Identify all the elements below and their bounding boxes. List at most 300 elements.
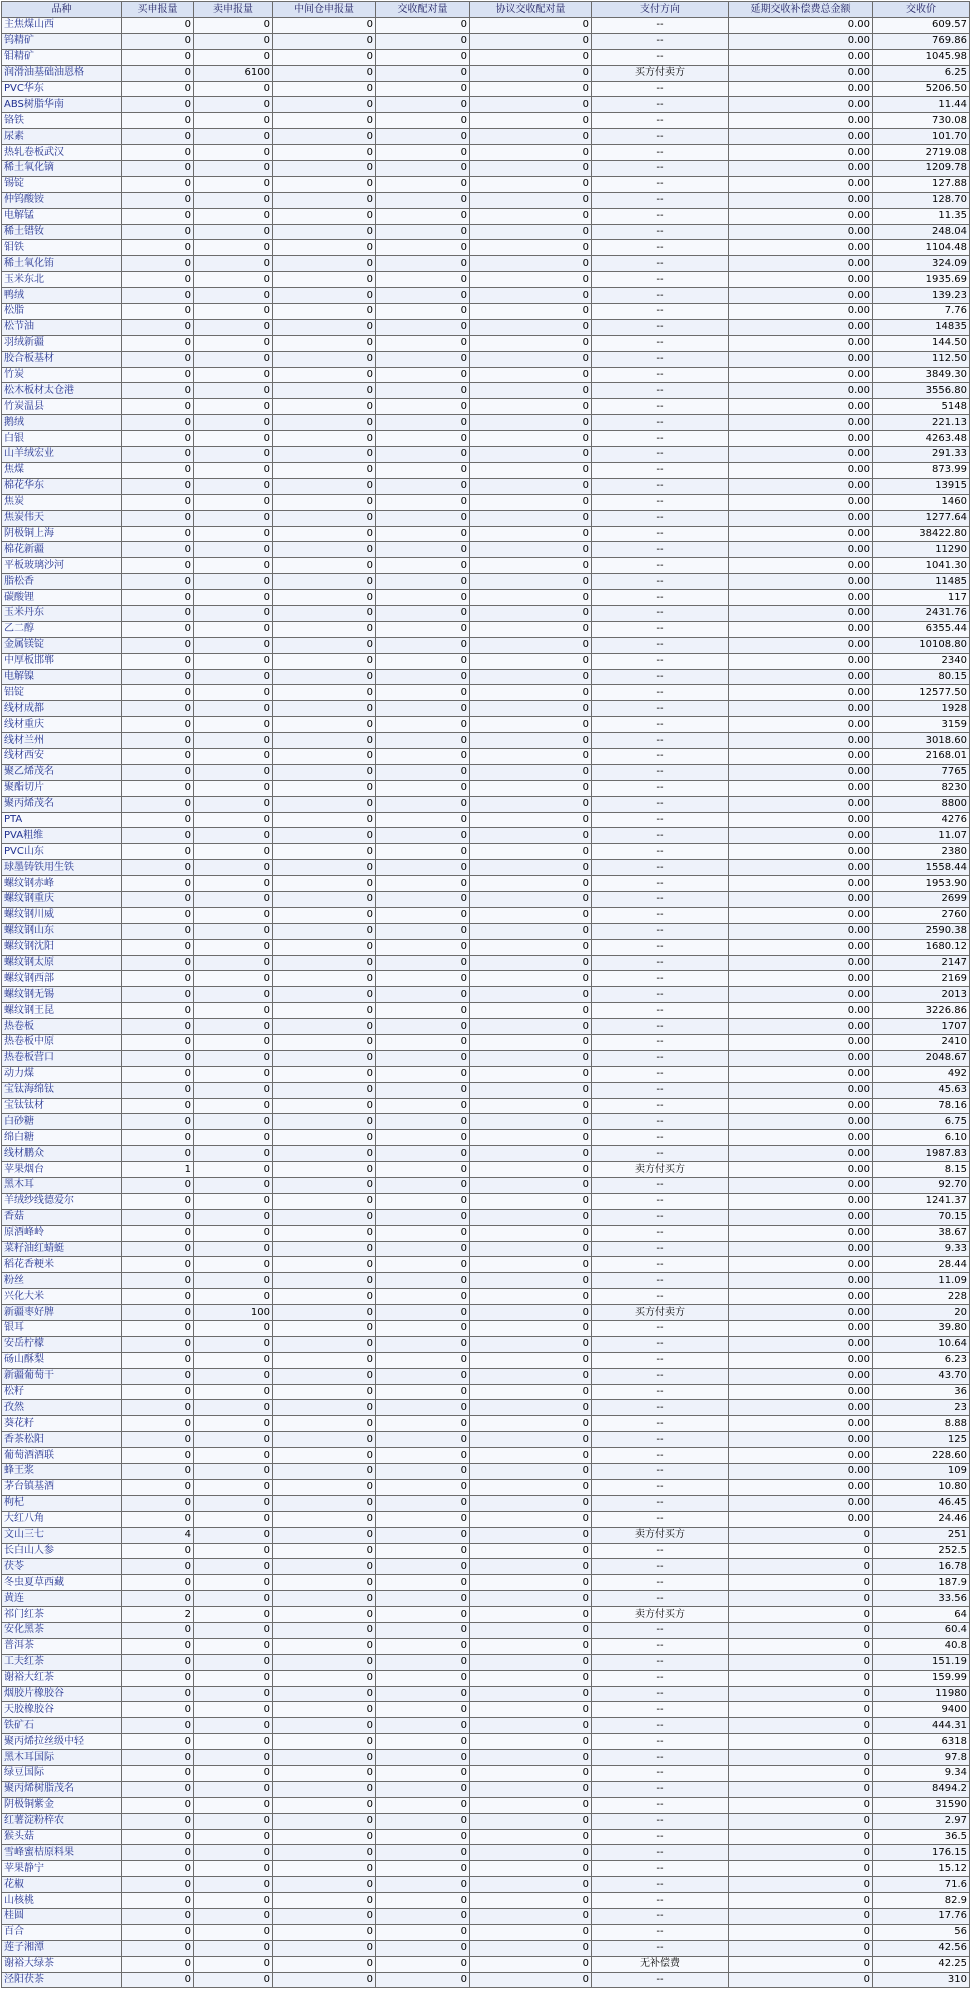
- table-row: [2, 1193, 970, 1209]
- variety-cell: 新疆葡萄干: [2, 1368, 122, 1384]
- payment-direction-cell: --: [592, 1702, 729, 1718]
- intermediate-cell: 0: [273, 462, 376, 478]
- price-cell: 20: [873, 1305, 970, 1321]
- header-row: [2, 2, 970, 18]
- sell-declared-cell: 0: [194, 891, 273, 907]
- table-row: [2, 1209, 970, 1225]
- sell-declared-cell: 0: [194, 669, 273, 685]
- agreement-matched-cell: 0: [470, 1495, 592, 1511]
- table-row: [2, 780, 970, 796]
- price-cell: 873.99: [873, 462, 970, 478]
- compensation-cell: 0: [729, 1813, 873, 1829]
- buy-declared-cell: 0: [122, 1734, 194, 1750]
- intermediate-cell: 0: [273, 955, 376, 971]
- variety-cell: 祁门红茶: [2, 1607, 122, 1623]
- matched-cell: 0: [376, 1098, 470, 1114]
- intermediate-cell: 0: [273, 97, 376, 113]
- intermediate-cell: 0: [273, 1591, 376, 1607]
- variety-cell: 钼精矿: [2, 49, 122, 65]
- intermediate-cell: 0: [273, 335, 376, 351]
- matched-cell: 0: [376, 1734, 470, 1750]
- payment-direction-cell: --: [592, 860, 729, 876]
- sell-declared-cell: 0: [194, 367, 273, 383]
- matched-cell: 0: [376, 1273, 470, 1289]
- sell-declared-cell: 0: [194, 748, 273, 764]
- intermediate-cell: 0: [273, 1241, 376, 1257]
- intermediate-cell: 0: [273, 1209, 376, 1225]
- buy-declared-cell: 0: [122, 669, 194, 685]
- intermediate-cell: 0: [273, 1750, 376, 1766]
- agreement-matched-cell: 0: [470, 558, 592, 574]
- agreement-matched-cell: 0: [470, 1893, 592, 1909]
- agreement-matched-cell: 0: [470, 812, 592, 828]
- buy-declared-cell: 0: [122, 717, 194, 733]
- buy-declared-cell: 0: [122, 1368, 194, 1384]
- buy-declared-cell: 0: [122, 1781, 194, 1797]
- sell-declared-cell: 0: [194, 1464, 273, 1480]
- table-row: [2, 272, 970, 288]
- intermediate-cell: 0: [273, 1893, 376, 1909]
- intermediate-cell: 0: [273, 637, 376, 653]
- price-cell: 5206.50: [873, 81, 970, 97]
- table-row: [2, 1082, 970, 1098]
- table-row: [2, 1734, 970, 1750]
- variety-cell: 铝锭: [2, 685, 122, 701]
- agreement-matched-cell: 0: [470, 1638, 592, 1654]
- payment-direction-cell: --: [592, 113, 729, 129]
- buy-declared-cell: 0: [122, 494, 194, 510]
- table-row: [2, 145, 970, 161]
- compensation-cell: 0.00: [729, 97, 873, 113]
- matched-cell: 0: [376, 319, 470, 335]
- agreement-matched-cell: 0: [470, 780, 592, 796]
- buy-declared-cell: 0: [122, 701, 194, 717]
- matched-cell: 0: [376, 1781, 470, 1797]
- compensation-cell: 0.00: [729, 113, 873, 129]
- variety-cell: 稀土氧化镝: [2, 161, 122, 177]
- compensation-cell: 0.00: [729, 1479, 873, 1495]
- price-cell: 492: [873, 1066, 970, 1082]
- sell-declared-cell: 0: [194, 1734, 273, 1750]
- intermediate-cell: 0: [273, 288, 376, 304]
- payment-direction-cell: --: [592, 1622, 729, 1638]
- intermediate-cell: 0: [273, 1289, 376, 1305]
- table-row: [2, 1956, 970, 1972]
- sell-declared-cell: 0: [194, 876, 273, 892]
- payment-direction-cell: --: [592, 637, 729, 653]
- compensation-cell: 0.00: [729, 637, 873, 653]
- intermediate-cell: 0: [273, 1654, 376, 1670]
- compensation-cell: 0.00: [729, 1178, 873, 1194]
- payment-direction-cell: --: [592, 97, 729, 113]
- variety-cell: 宝钛海绵钛: [2, 1082, 122, 1098]
- table-row: [2, 701, 970, 717]
- variety-cell: 绿豆国际: [2, 1765, 122, 1781]
- price-cell: 248.04: [873, 224, 970, 240]
- compensation-cell: 0.00: [729, 1098, 873, 1114]
- buy-declared-cell: 0: [122, 81, 194, 97]
- buy-declared-cell: 0: [122, 510, 194, 526]
- variety-cell: 中厚板邯郸: [2, 653, 122, 669]
- price-cell: 8230: [873, 780, 970, 796]
- matched-cell: 0: [376, 161, 470, 177]
- table-row: [2, 129, 970, 145]
- matched-cell: 0: [376, 1146, 470, 1162]
- price-cell: 36: [873, 1384, 970, 1400]
- table-row: [2, 891, 970, 907]
- buy-declared-cell: 0: [122, 272, 194, 288]
- buy-declared-cell: 0: [122, 526, 194, 542]
- compensation-cell: 0: [729, 1702, 873, 1718]
- compensation-cell: 0.00: [729, 1162, 873, 1178]
- buy-declared-cell: 0: [122, 447, 194, 463]
- table-row: [2, 1066, 970, 1082]
- agreement-matched-cell: 0: [470, 1352, 592, 1368]
- sell-declared-cell: 0: [194, 907, 273, 923]
- compensation-cell: 0.00: [729, 1432, 873, 1448]
- variety-cell: 山羊绒宏业: [2, 447, 122, 463]
- agreement-matched-cell: 0: [470, 1686, 592, 1702]
- price-cell: 2.97: [873, 1813, 970, 1829]
- agreement-matched-cell: 0: [470, 1193, 592, 1209]
- payment-direction-cell: --: [592, 1336, 729, 1352]
- compensation-cell: 0.00: [729, 399, 873, 415]
- agreement-matched-cell: 0: [470, 1384, 592, 1400]
- compensation-cell: 0: [729, 1527, 873, 1543]
- sell-declared-cell: 0: [194, 1686, 273, 1702]
- compensation-cell: 0.00: [729, 1511, 873, 1527]
- payment-direction-cell: --: [592, 1638, 729, 1654]
- buy-declared-cell: 0: [122, 304, 194, 320]
- agreement-matched-cell: 0: [470, 1527, 592, 1543]
- intermediate-cell: 0: [273, 748, 376, 764]
- variety-cell: 松籽: [2, 1384, 122, 1400]
- sell-declared-cell: 0: [194, 1193, 273, 1209]
- price-cell: 1277.64: [873, 510, 970, 526]
- agreement-matched-cell: 0: [470, 1130, 592, 1146]
- table-row: [2, 1750, 970, 1766]
- price-cell: 92.70: [873, 1178, 970, 1194]
- intermediate-cell: 0: [273, 1813, 376, 1829]
- compensation-cell: 0: [729, 1734, 873, 1750]
- matched-cell: 0: [376, 876, 470, 892]
- payment-direction-cell: --: [592, 1797, 729, 1813]
- compensation-cell: 0.00: [729, 335, 873, 351]
- payment-direction-cell: --: [592, 335, 729, 351]
- table-row: [2, 1162, 970, 1178]
- payment-direction-cell: --: [592, 415, 729, 431]
- compensation-cell: 0.00: [729, 1368, 873, 1384]
- buy-declared-cell: 0: [122, 1400, 194, 1416]
- table-row: [2, 1098, 970, 1114]
- intermediate-cell: 0: [273, 590, 376, 606]
- compensation-cell: 0.00: [729, 860, 873, 876]
- buy-declared-cell: 0: [122, 1495, 194, 1511]
- sell-declared-cell: 0: [194, 113, 273, 129]
- sell-declared-cell: 0: [194, 1781, 273, 1797]
- sell-declared-cell: 0: [194, 176, 273, 192]
- buy-declared-cell: 0: [122, 891, 194, 907]
- payment-direction-cell: --: [592, 1495, 729, 1511]
- payment-direction-cell: --: [592, 1146, 729, 1162]
- price-cell: 46.45: [873, 1495, 970, 1511]
- buy-declared-cell: 0: [122, 1146, 194, 1162]
- sell-declared-cell: 0: [194, 1050, 273, 1066]
- payment-direction-cell: --: [592, 987, 729, 1003]
- variety-cell: 线材兰州: [2, 733, 122, 749]
- price-cell: 2169: [873, 971, 970, 987]
- table-row: [2, 1432, 970, 1448]
- table-row: [2, 1797, 970, 1813]
- price-cell: 56: [873, 1924, 970, 1940]
- sell-declared-cell: 0: [194, 288, 273, 304]
- variety-cell: 球墨铸铁用生铁: [2, 860, 122, 876]
- agreement-matched-cell: 0: [470, 335, 592, 351]
- payment-direction-cell: --: [592, 558, 729, 574]
- compensation-cell: 0.00: [729, 574, 873, 590]
- matched-cell: 0: [376, 1464, 470, 1480]
- agreement-matched-cell: 0: [470, 748, 592, 764]
- table-row: [2, 1257, 970, 1273]
- agreement-matched-cell: 0: [470, 1861, 592, 1877]
- intermediate-cell: 0: [273, 669, 376, 685]
- variety-cell: 电解镍: [2, 669, 122, 685]
- compensation-cell: 0.00: [729, 923, 873, 939]
- buy-declared-cell: 0: [122, 1289, 194, 1305]
- variety-cell: 红薯淀粉梓农: [2, 1813, 122, 1829]
- agreement-matched-cell: 0: [470, 81, 592, 97]
- payment-direction-cell: --: [592, 1877, 729, 1893]
- compensation-cell: 0: [729, 1765, 873, 1781]
- variety-cell: 砀山酥梨: [2, 1352, 122, 1368]
- table-row: [2, 1003, 970, 1019]
- matched-cell: 0: [376, 1622, 470, 1638]
- sell-declared-cell: 0: [194, 1495, 273, 1511]
- price-cell: 228: [873, 1289, 970, 1305]
- sell-declared-cell: 0: [194, 605, 273, 621]
- sell-declared-cell: 0: [194, 1750, 273, 1766]
- variety-cell: 茅台镇基酒: [2, 1479, 122, 1495]
- agreement-matched-cell: 0: [470, 717, 592, 733]
- price-cell: 2013: [873, 987, 970, 1003]
- agreement-matched-cell: 0: [470, 1305, 592, 1321]
- matched-cell: 0: [376, 621, 470, 637]
- intermediate-cell: 0: [273, 1495, 376, 1511]
- table-row: [2, 1448, 970, 1464]
- buy-declared-cell: 0: [122, 1750, 194, 1766]
- table-row: [2, 1527, 970, 1543]
- table-row: [2, 383, 970, 399]
- table-row: [2, 431, 970, 447]
- variety-cell: 线材鹏众: [2, 1146, 122, 1162]
- intermediate-cell: 0: [273, 1352, 376, 1368]
- matched-cell: 0: [376, 1861, 470, 1877]
- buy-declared-cell: 0: [122, 955, 194, 971]
- compensation-cell: 0.00: [729, 1130, 873, 1146]
- price-cell: 42.56: [873, 1940, 970, 1956]
- agreement-matched-cell: 0: [470, 478, 592, 494]
- compensation-cell: 0: [729, 1877, 873, 1893]
- agreement-matched-cell: 0: [470, 526, 592, 542]
- price-cell: 187.9: [873, 1575, 970, 1591]
- variety-cell: 聚丙烯茂名: [2, 796, 122, 812]
- payment-direction-cell: --: [592, 1289, 729, 1305]
- payment-direction-cell: --: [592, 81, 729, 97]
- agreement-matched-cell: 0: [470, 1908, 592, 1924]
- sell-declared-cell: 0: [194, 1162, 273, 1178]
- sell-declared-cell: 0: [194, 1765, 273, 1781]
- price-cell: 14835: [873, 319, 970, 335]
- table-row: [2, 955, 970, 971]
- table-row: [2, 208, 970, 224]
- sell-declared-cell: 0: [194, 1479, 273, 1495]
- matched-cell: 0: [376, 383, 470, 399]
- price-cell: 1241.37: [873, 1193, 970, 1209]
- variety-cell: 鹅绒: [2, 415, 122, 431]
- agreement-matched-cell: 0: [470, 1432, 592, 1448]
- table-row: [2, 176, 970, 192]
- price-cell: 11.35: [873, 208, 970, 224]
- compensation-cell: 0.00: [729, 1193, 873, 1209]
- buy-declared-cell: 0: [122, 161, 194, 177]
- variety-cell: 电解锰: [2, 208, 122, 224]
- matched-cell: 0: [376, 208, 470, 224]
- delivery-table: [1, 1, 970, 1988]
- payment-direction-cell: --: [592, 1019, 729, 1035]
- price-cell: 159.99: [873, 1670, 970, 1686]
- compensation-cell: 0: [729, 1908, 873, 1924]
- price-cell: 4276: [873, 812, 970, 828]
- variety-cell: 锡锭: [2, 176, 122, 192]
- table-row: [2, 81, 970, 97]
- intermediate-cell: 0: [273, 1273, 376, 1289]
- matched-cell: 0: [376, 240, 470, 256]
- matched-cell: 0: [376, 748, 470, 764]
- matched-cell: 0: [376, 192, 470, 208]
- price-cell: 2699: [873, 891, 970, 907]
- price-cell: 2431.76: [873, 605, 970, 621]
- price-cell: 38.67: [873, 1225, 970, 1241]
- sell-declared-cell: 0: [194, 399, 273, 415]
- table-row: [2, 1305, 970, 1321]
- table-row: [2, 542, 970, 558]
- agreement-matched-cell: 0: [470, 161, 592, 177]
- matched-cell: 0: [376, 637, 470, 653]
- buy-declared-cell: 0: [122, 1003, 194, 1019]
- col-header-buy-declared: 买申报量: [122, 2, 194, 18]
- compensation-cell: 0: [729, 1607, 873, 1623]
- payment-direction-cell: --: [592, 1464, 729, 1480]
- compensation-cell: 0.00: [729, 224, 873, 240]
- payment-direction-cell: --: [592, 812, 729, 828]
- sell-declared-cell: 0: [194, 1257, 273, 1273]
- agreement-matched-cell: 0: [470, 383, 592, 399]
- sell-declared-cell: 0: [194, 1908, 273, 1924]
- compensation-cell: 0.00: [729, 510, 873, 526]
- intermediate-cell: 0: [273, 1765, 376, 1781]
- agreement-matched-cell: 0: [470, 1940, 592, 1956]
- matched-cell: 0: [376, 1686, 470, 1702]
- buy-declared-cell: 0: [122, 335, 194, 351]
- intermediate-cell: 0: [273, 860, 376, 876]
- table-row: [2, 1765, 970, 1781]
- buy-declared-cell: 0: [122, 1305, 194, 1321]
- sell-declared-cell: 0: [194, 447, 273, 463]
- agreement-matched-cell: 0: [470, 272, 592, 288]
- matched-cell: 0: [376, 1209, 470, 1225]
- intermediate-cell: 0: [273, 764, 376, 780]
- payment-direction-cell: --: [592, 1845, 729, 1861]
- intermediate-cell: 0: [273, 1638, 376, 1654]
- payment-direction-cell: --: [592, 1400, 729, 1416]
- intermediate-cell: 0: [273, 733, 376, 749]
- agreement-matched-cell: 0: [470, 1956, 592, 1972]
- payment-direction-cell: --: [592, 653, 729, 669]
- buy-declared-cell: 0: [122, 574, 194, 590]
- variety-cell: 猴头菇: [2, 1829, 122, 1845]
- price-cell: 8494.2: [873, 1781, 970, 1797]
- buy-declared-cell: 0: [122, 605, 194, 621]
- price-cell: 1209.78: [873, 161, 970, 177]
- price-cell: 23: [873, 1400, 970, 1416]
- price-cell: 10.80: [873, 1479, 970, 1495]
- buy-declared-cell: 0: [122, 176, 194, 192]
- table-row: [2, 478, 970, 494]
- matched-cell: 0: [376, 605, 470, 621]
- table-row: [2, 605, 970, 621]
- intermediate-cell: 0: [273, 891, 376, 907]
- variety-cell: 黑木耳: [2, 1178, 122, 1194]
- agreement-matched-cell: 0: [470, 1114, 592, 1130]
- compensation-cell: 0.00: [729, 1289, 873, 1305]
- agreement-matched-cell: 0: [470, 18, 592, 34]
- matched-cell: 0: [376, 923, 470, 939]
- variety-cell: 茯苓: [2, 1559, 122, 1575]
- payment-direction-cell: --: [592, 1559, 729, 1575]
- price-cell: 78.16: [873, 1098, 970, 1114]
- agreement-matched-cell: 0: [470, 1718, 592, 1734]
- variety-cell: 竹炭: [2, 367, 122, 383]
- agreement-matched-cell: 0: [470, 351, 592, 367]
- variety-cell: 阴极铜紫金: [2, 1797, 122, 1813]
- buy-declared-cell: 0: [122, 764, 194, 780]
- table-row: [2, 65, 970, 81]
- agreement-matched-cell: 0: [470, 256, 592, 272]
- price-cell: 1928: [873, 701, 970, 717]
- agreement-matched-cell: 0: [470, 1511, 592, 1527]
- compensation-cell: 0: [729, 1924, 873, 1940]
- price-cell: 128.70: [873, 192, 970, 208]
- sell-declared-cell: 0: [194, 1813, 273, 1829]
- intermediate-cell: 0: [273, 939, 376, 955]
- price-cell: 7.76: [873, 304, 970, 320]
- table-row: [2, 907, 970, 923]
- intermediate-cell: 0: [273, 1670, 376, 1686]
- matched-cell: 0: [376, 1400, 470, 1416]
- agreement-matched-cell: 0: [470, 1019, 592, 1035]
- variety-cell: PVC华东: [2, 81, 122, 97]
- agreement-matched-cell: 0: [470, 955, 592, 971]
- table-row: [2, 1146, 970, 1162]
- buy-declared-cell: 0: [122, 876, 194, 892]
- variety-cell: 大红八角: [2, 1511, 122, 1527]
- buy-declared-cell: 0: [122, 415, 194, 431]
- price-cell: 1460: [873, 494, 970, 510]
- matched-cell: 0: [376, 1114, 470, 1130]
- buy-declared-cell: 0: [122, 192, 194, 208]
- buy-declared-cell: 0: [122, 1178, 194, 1194]
- price-cell: 6.10: [873, 1130, 970, 1146]
